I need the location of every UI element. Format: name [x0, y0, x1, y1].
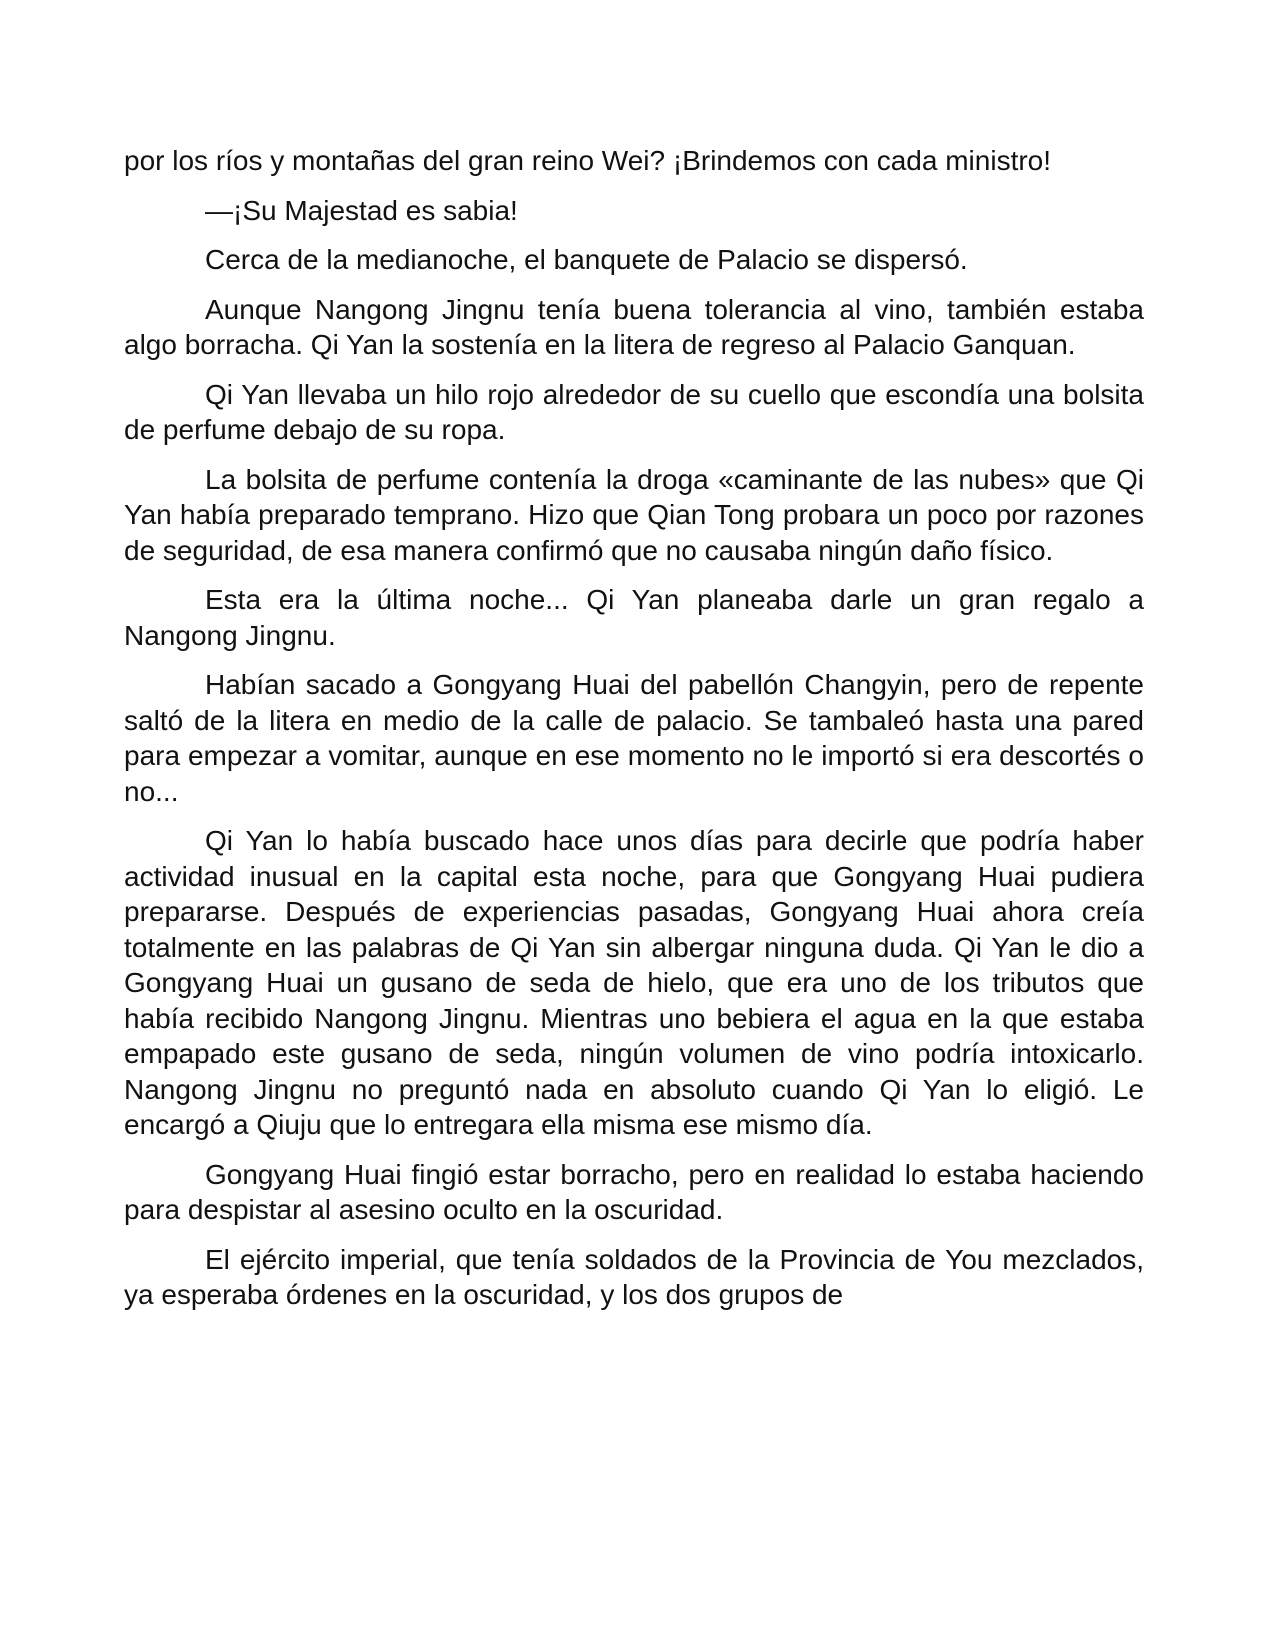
paragraph: Esta era la última noche... Qi Yan planeaba darle un gran regalo a Nangong Jingnu.	[124, 584, 1144, 651]
paragraph: —¡Su Majestad es sabia!	[205, 194, 518, 226]
paragraph: Habían sacado a Gongyang Huai del pabellón Changyin, pero de repente saltó de la litera en medio de la calle de palacio. Se tambaleó hasta una pared para empezar a vomitar, aunque en ese momento no le importó si era descortés o no...	[124, 669, 1144, 807]
paragraph: por los ríos y montañas del gran reino Wei? ¡Brindemos con cada ministro!	[124, 145, 1052, 176]
paragraph: Cerca de la medianoche, el banquete de Palacio se dispersó.	[205, 244, 968, 275]
paragraph: El ejército imperial, que tenía soldados de la Provincia de You mezclados, ya esperaba órdenes en la oscuridad, y los dos grupos de	[124, 1243, 1144, 1310]
paragraph: Aunque Nangong Jingnu tenía buena tolerancia al vino, también estaba algo borracha. Qi Yan la sostenía en la litera de regreso al Palacio Ganquan.	[124, 293, 1144, 360]
paragraph: La bolsita de perfume contenía la droga «caminante de las nubes» que Qi Yan había preparado temprano. Hizo que Qian Tong probara un poco por razones de seguridad, de esa manera confirmó que no causaba ningún daño físico.	[124, 463, 1144, 566]
paragraph: Gongyang Huai fingió estar borracho, pero en realidad lo estaba haciendo para despistar al asesino oculto en la oscuridad.	[124, 1158, 1144, 1225]
paragraph: Qi Yan lo había buscado hace unos días para decirle que podría haber actividad inusual en la capital esta noche, para que Gongyang Huai pudiera prepararse. Después de experiencias pasadas, Gongyang Huai ahora creía totalmente en las palabras de Qi Yan sin albergar ninguna duda. Qi Yan le dio a Gongyang Huai un gusano de seda de hielo, que era uno de los tributos que había recibido Nangong Jingnu. Mientras uno bebiera el agua en la que estaba empapado este gusano de seda, ningún volumen de vino podría intoxicarlo. Nangong Jingnu no preguntó nada en absoluto cuando Qi Yan lo eligió. Le encargó a Qiuju que lo entregara ella misma ese mismo día.	[124, 825, 1144, 1140]
body-text	[124, 143, 1144, 1313]
paragraph: Qi Yan llevaba un hilo rojo alrededor de su cuello que escondía una bolsita de perfume debajo de su ropa.	[124, 378, 1144, 445]
